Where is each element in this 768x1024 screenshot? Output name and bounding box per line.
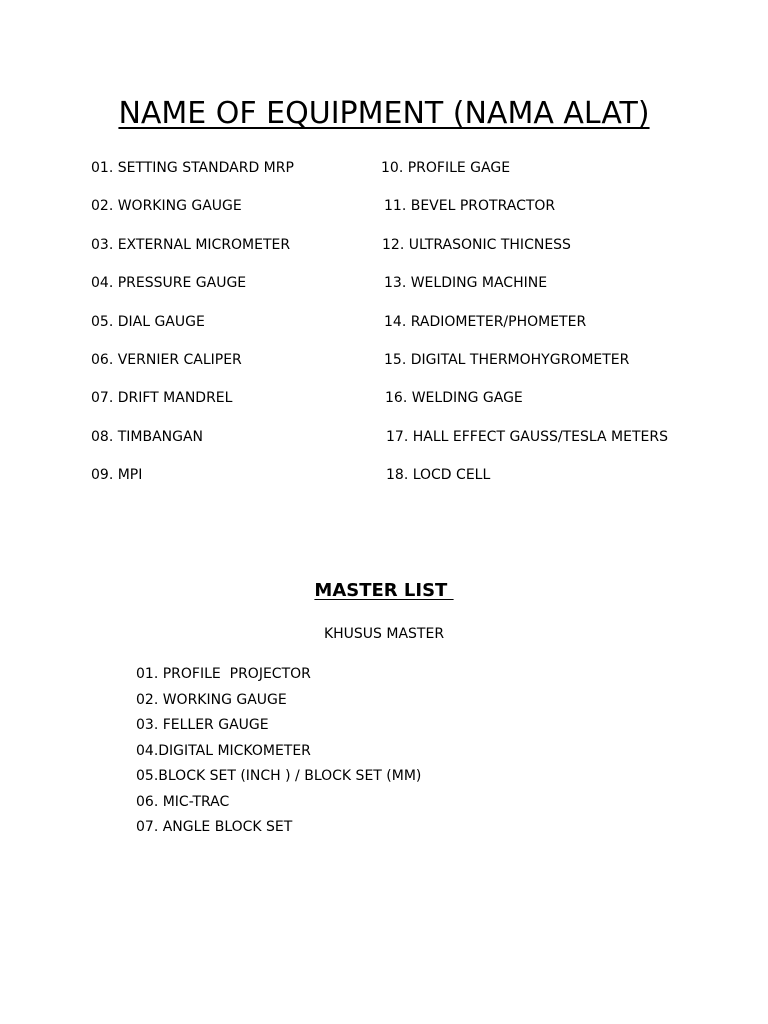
list-item: 17. HALL EFFECT GAUSS/TESLA METERS [386,428,668,445]
list-item: 09. MPI [91,467,143,484]
equipment-list-right [381,156,741,502]
list-item: 01. SETTING STANDARD MRP [91,160,294,176]
list-item: 07. DRIFT MANDREL [91,390,233,407]
list-item: 05.BLOCK SET (INCH ) / BLOCK SET (MM) [136,768,422,784]
list-item: 15. DIGITAL THERMOHYGROMETER [384,351,630,368]
list-item: 04.DIGITAL MICKOMETER [136,742,311,759]
list-item: 12. ULTRASONIC THICNESS [382,236,571,253]
list-item: 06. VERNIER CALIPER [91,351,242,368]
list-item: 04. PRESSURE GAUGE [91,275,247,292]
list-item: 02. WORKING GAUGE [136,691,287,708]
list-item: 07. ANGLE BLOCK SET [136,819,293,835]
list-item: 01. PROFILE PROJECTOR [136,666,311,682]
list-item: 11. BEVEL PROTRACTOR [384,198,556,215]
list-item: 06. MIC-TRAC [136,793,230,810]
list-item: 08. TIMBANGAN [91,428,204,445]
list-item: 02. WORKING GAUGE [91,198,242,215]
list-item: 14. RADIOMETER/PHOMETER [384,313,587,330]
list-item: 16. WELDING GAGE [385,390,523,407]
page-title: NAME OF EQUIPMENT (NAMA ALAT) [118,96,650,131]
master-list-subtitle: KHUSUS MASTER [323,626,445,642]
list-item: 18. LOCD CELL [386,467,491,484]
list-item: 13. WELDING MACHINE [384,275,548,292]
list-item: 03. FELLER GAUGE [136,717,269,733]
equipment-list-left [91,156,381,502]
list-item: 05. DIAL GAUGE [91,313,205,330]
master-list [136,662,636,841]
list-item: 10. PROFILE GAGE [381,160,511,176]
master-list-heading: MASTER LIST [314,580,454,601]
list-item: 03. EXTERNAL MICROMETER [91,236,291,253]
